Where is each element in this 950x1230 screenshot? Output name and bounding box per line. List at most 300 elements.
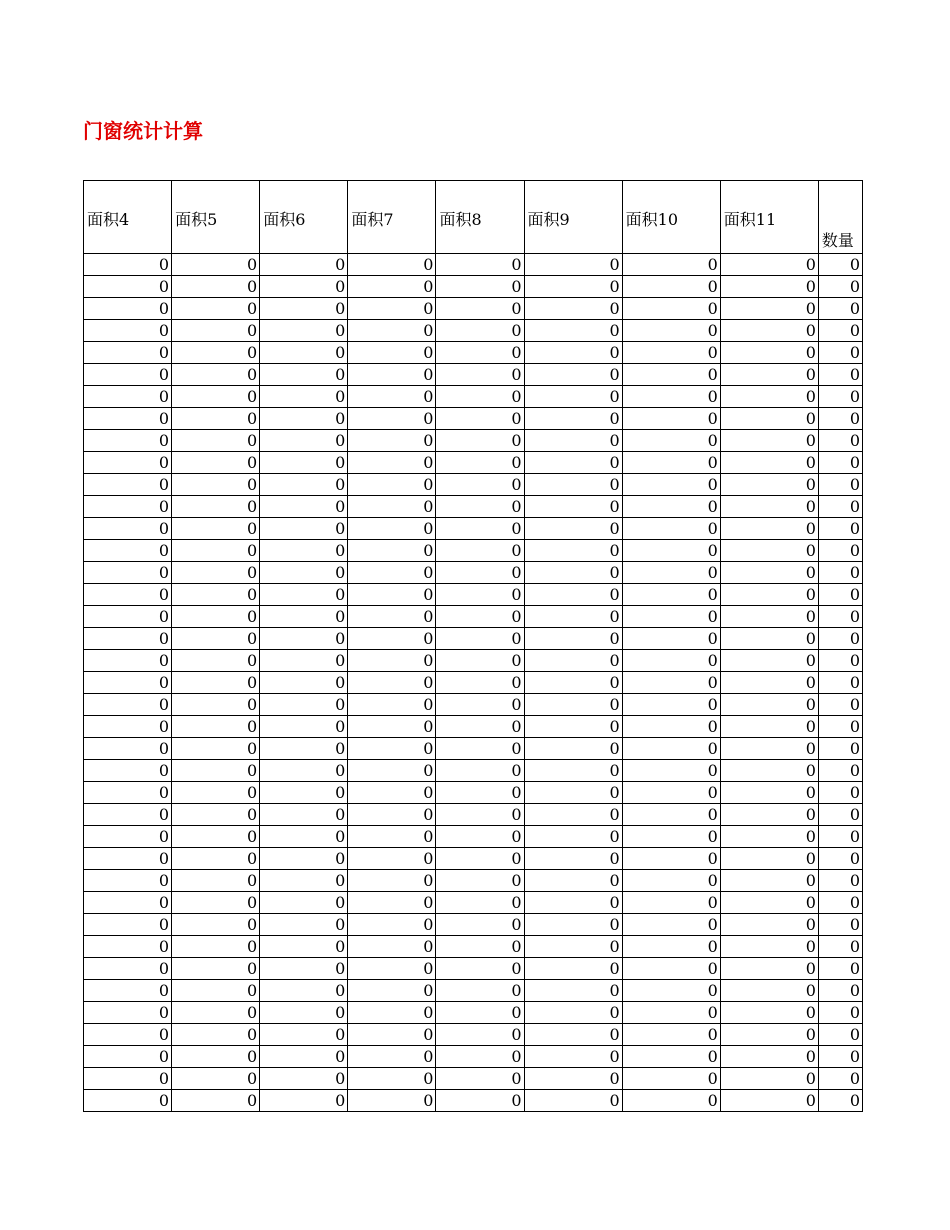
table-cell: 0 (524, 650, 622, 672)
table-row (84, 782, 863, 804)
table-cell: 0 (524, 804, 622, 826)
table-cell: 0 (84, 1002, 172, 1024)
table-cell: 0 (260, 320, 348, 342)
table-cell: 0 (818, 1046, 862, 1068)
table-cell: 0 (84, 826, 172, 848)
header-area-6: 面积6 (260, 181, 348, 254)
table-row (84, 1002, 863, 1024)
table-cell: 0 (348, 782, 436, 804)
table-cell: 0 (348, 298, 436, 320)
table-cell: 0 (818, 320, 862, 342)
table-cell: 0 (622, 562, 720, 584)
table-cell: 0 (818, 1068, 862, 1090)
table-cell: 0 (436, 1024, 524, 1046)
table-cell: 0 (84, 320, 172, 342)
table-row (84, 320, 863, 342)
table-cell: 0 (84, 386, 172, 408)
table-cell: 0 (172, 672, 260, 694)
table-row (84, 694, 863, 716)
table-cell: 0 (720, 1090, 818, 1112)
table-cell: 0 (172, 518, 260, 540)
table-cell: 0 (818, 826, 862, 848)
table-cell: 0 (260, 826, 348, 848)
table-cell: 0 (172, 364, 260, 386)
table-cell: 0 (348, 606, 436, 628)
table-cell: 0 (172, 540, 260, 562)
table-cell: 0 (524, 936, 622, 958)
table-cell: 0 (348, 870, 436, 892)
table-cell: 0 (260, 540, 348, 562)
table-cell: 0 (84, 452, 172, 474)
table-cell: 0 (524, 430, 622, 452)
table-cell: 0 (84, 650, 172, 672)
table-cell: 0 (348, 1024, 436, 1046)
table-cell: 0 (260, 628, 348, 650)
table-cell: 0 (720, 980, 818, 1002)
table-cell: 0 (348, 848, 436, 870)
table-cell: 0 (348, 386, 436, 408)
table-row (84, 518, 863, 540)
table-cell: 0 (84, 694, 172, 716)
table-cell: 0 (84, 254, 172, 276)
table-cell: 0 (524, 958, 622, 980)
table-cell: 0 (720, 254, 818, 276)
table-cell: 0 (524, 496, 622, 518)
table-row (84, 650, 863, 672)
table-cell: 0 (524, 760, 622, 782)
table-cell: 0 (622, 892, 720, 914)
table-cell: 0 (622, 1002, 720, 1024)
table-cell: 0 (84, 540, 172, 562)
table-cell: 0 (172, 320, 260, 342)
table-cell: 0 (436, 1002, 524, 1024)
table-cell: 0 (622, 672, 720, 694)
table-cell: 0 (260, 1090, 348, 1112)
table-cell: 0 (622, 606, 720, 628)
table-row (84, 254, 863, 276)
table-cell: 0 (622, 980, 720, 1002)
table-cell: 0 (84, 628, 172, 650)
table-cell: 0 (260, 342, 348, 364)
table-row (84, 430, 863, 452)
table-cell: 0 (84, 496, 172, 518)
table-cell: 0 (260, 1068, 348, 1090)
header-area-7: 面积7 (348, 181, 436, 254)
table-cell: 0 (720, 738, 818, 760)
table-cell: 0 (348, 980, 436, 1002)
table-cell: 0 (818, 760, 862, 782)
table-cell: 0 (260, 936, 348, 958)
table-cell: 0 (622, 298, 720, 320)
table-cell: 0 (436, 452, 524, 474)
table-cell: 0 (818, 782, 862, 804)
table-cell: 0 (260, 584, 348, 606)
table-cell: 0 (84, 672, 172, 694)
table-row (84, 1024, 863, 1046)
table-cell: 0 (172, 452, 260, 474)
table-cell: 0 (818, 254, 862, 276)
table-cell: 0 (818, 276, 862, 298)
table-cell: 0 (720, 320, 818, 342)
table-cell: 0 (84, 364, 172, 386)
table-cell: 0 (818, 584, 862, 606)
table-row (84, 474, 863, 496)
table-cell: 0 (348, 650, 436, 672)
table-cell: 0 (818, 1090, 862, 1112)
table-cell: 0 (348, 474, 436, 496)
table-cell: 0 (84, 782, 172, 804)
table-cell: 0 (436, 672, 524, 694)
table-row (84, 848, 863, 870)
header-row (84, 181, 863, 254)
table-cell: 0 (436, 870, 524, 892)
table-cell: 0 (818, 628, 862, 650)
table-cell: 0 (622, 1068, 720, 1090)
table-cell: 0 (348, 1068, 436, 1090)
table-row (84, 1046, 863, 1068)
table-cell: 0 (622, 804, 720, 826)
table-cell: 0 (524, 474, 622, 496)
table-cell: 0 (172, 870, 260, 892)
table-cell: 0 (720, 1002, 818, 1024)
table-cell: 0 (172, 1024, 260, 1046)
table-row (84, 628, 863, 650)
table-row (84, 364, 863, 386)
table-cell: 0 (84, 760, 172, 782)
table-cell: 0 (622, 760, 720, 782)
table-cell: 0 (622, 826, 720, 848)
page-title: 门窗统计计算 (83, 119, 203, 143)
table-cell: 0 (260, 716, 348, 738)
table-cell: 0 (84, 518, 172, 540)
table-cell: 0 (260, 650, 348, 672)
table-cell: 0 (524, 386, 622, 408)
table-cell: 0 (436, 782, 524, 804)
table-cell: 0 (720, 496, 818, 518)
table-cell: 0 (172, 914, 260, 936)
table-cell: 0 (622, 254, 720, 276)
table-cell: 0 (436, 606, 524, 628)
table-cell: 0 (524, 826, 622, 848)
table-cell: 0 (348, 320, 436, 342)
table-row (84, 1090, 863, 1112)
table-cell: 0 (260, 474, 348, 496)
table-cell: 0 (172, 782, 260, 804)
table-cell: 0 (622, 914, 720, 936)
table-cell: 0 (260, 782, 348, 804)
table-cell: 0 (720, 760, 818, 782)
table-cell: 0 (720, 452, 818, 474)
table-cell: 0 (260, 254, 348, 276)
table-cell: 0 (720, 936, 818, 958)
table-cell: 0 (622, 342, 720, 364)
table-cell: 0 (524, 1002, 622, 1024)
table-cell: 0 (524, 870, 622, 892)
table-cell: 0 (818, 980, 862, 1002)
table-cell: 0 (172, 760, 260, 782)
table-cell: 0 (622, 430, 720, 452)
table-cell: 0 (436, 914, 524, 936)
table-cell: 0 (818, 672, 862, 694)
table-cell: 0 (436, 1090, 524, 1112)
table-cell: 0 (348, 408, 436, 430)
table-cell: 0 (436, 298, 524, 320)
table-cell: 0 (720, 1046, 818, 1068)
table-cell: 0 (524, 584, 622, 606)
table-cell: 0 (622, 650, 720, 672)
table-cell: 0 (260, 892, 348, 914)
table-cell: 0 (172, 716, 260, 738)
table-cell: 0 (260, 694, 348, 716)
table-cell: 0 (720, 650, 818, 672)
table-cell: 0 (172, 584, 260, 606)
table-cell: 0 (622, 364, 720, 386)
table-cell: 0 (260, 958, 348, 980)
table-cell: 0 (436, 892, 524, 914)
table-cell: 0 (172, 606, 260, 628)
table-row (84, 386, 863, 408)
table-cell: 0 (720, 958, 818, 980)
table-cell: 0 (720, 584, 818, 606)
table-row (84, 716, 863, 738)
table-cell: 0 (818, 386, 862, 408)
header-area-10: 面积10 (622, 181, 720, 254)
table-cell: 0 (84, 1090, 172, 1112)
table-cell: 0 (172, 848, 260, 870)
table-cell: 0 (524, 518, 622, 540)
table-cell: 0 (84, 716, 172, 738)
table-cell: 0 (720, 430, 818, 452)
table-cell: 0 (622, 1090, 720, 1112)
table-cell: 0 (260, 408, 348, 430)
table-cell: 0 (260, 364, 348, 386)
table-cell: 0 (348, 452, 436, 474)
table-cell: 0 (524, 1068, 622, 1090)
table-cell: 0 (622, 848, 720, 870)
table-row (84, 870, 863, 892)
table-cell: 0 (172, 1046, 260, 1068)
table-cell: 0 (524, 892, 622, 914)
table-row (84, 892, 863, 914)
table-cell: 0 (84, 738, 172, 760)
table-body (84, 254, 863, 1112)
table-row (84, 672, 863, 694)
table-cell: 0 (260, 562, 348, 584)
table-cell: 0 (622, 628, 720, 650)
table-cell: 0 (720, 298, 818, 320)
table-cell: 0 (260, 1046, 348, 1068)
table-cell: 0 (720, 914, 818, 936)
table-cell: 0 (172, 1090, 260, 1112)
table-cell: 0 (260, 760, 348, 782)
table-cell: 0 (622, 518, 720, 540)
table-cell: 0 (84, 298, 172, 320)
table-cell: 0 (348, 1002, 436, 1024)
table-cell: 0 (348, 892, 436, 914)
table-cell: 0 (720, 892, 818, 914)
table-cell: 0 (172, 628, 260, 650)
table-cell: 0 (260, 672, 348, 694)
table-cell: 0 (818, 936, 862, 958)
table-cell: 0 (436, 342, 524, 364)
table-cell: 0 (348, 804, 436, 826)
table-cell: 0 (818, 342, 862, 364)
table-cell: 0 (436, 1046, 524, 1068)
table-cell: 0 (84, 870, 172, 892)
table-cell: 0 (818, 452, 862, 474)
table-cell: 0 (436, 760, 524, 782)
table-cell: 0 (84, 848, 172, 870)
table-cell: 0 (260, 430, 348, 452)
table-cell: 0 (720, 606, 818, 628)
table-cell: 0 (348, 430, 436, 452)
table-row (84, 760, 863, 782)
table-cell: 0 (172, 496, 260, 518)
table-cell: 0 (436, 826, 524, 848)
table-cell: 0 (720, 826, 818, 848)
table-cell: 0 (348, 496, 436, 518)
table-cell: 0 (260, 386, 348, 408)
table-cell: 0 (818, 562, 862, 584)
table-cell: 0 (348, 738, 436, 760)
table-cell: 0 (436, 408, 524, 430)
table-cell: 0 (436, 540, 524, 562)
table-cell: 0 (172, 738, 260, 760)
table-cell: 0 (818, 298, 862, 320)
table-cell: 0 (260, 1002, 348, 1024)
table-cell: 0 (348, 584, 436, 606)
table-cell: 0 (720, 342, 818, 364)
table-cell: 0 (524, 1046, 622, 1068)
table-cell: 0 (348, 914, 436, 936)
table-row (84, 980, 863, 1002)
table-cell: 0 (524, 1090, 622, 1112)
table-cell: 0 (84, 342, 172, 364)
table-cell: 0 (84, 1046, 172, 1068)
table-cell: 0 (348, 562, 436, 584)
table-cell: 0 (84, 276, 172, 298)
table-cell: 0 (436, 694, 524, 716)
table-cell: 0 (84, 430, 172, 452)
table-cell: 0 (436, 254, 524, 276)
table-cell: 0 (436, 518, 524, 540)
table-cell: 0 (436, 980, 524, 1002)
table-cell: 0 (720, 408, 818, 430)
table-cell: 0 (524, 408, 622, 430)
table-cell: 0 (720, 562, 818, 584)
header-area-9: 面积9 (524, 181, 622, 254)
table-cell: 0 (818, 716, 862, 738)
table-cell: 0 (84, 562, 172, 584)
table-row (84, 276, 863, 298)
table-cell: 0 (622, 870, 720, 892)
table-cell: 0 (622, 474, 720, 496)
table-cell: 0 (436, 276, 524, 298)
header-area-8: 面积8 (436, 181, 524, 254)
table-cell: 0 (622, 1046, 720, 1068)
table-cell: 0 (622, 320, 720, 342)
table-cell: 0 (818, 1024, 862, 1046)
table-cell: 0 (622, 738, 720, 760)
table-cell: 0 (720, 474, 818, 496)
table-cell: 0 (720, 518, 818, 540)
table-row (84, 958, 863, 980)
table-row (84, 1068, 863, 1090)
table-cell: 0 (436, 320, 524, 342)
table-cell: 0 (818, 848, 862, 870)
table-cell: 0 (818, 870, 862, 892)
table-cell: 0 (818, 738, 862, 760)
table-cell: 0 (622, 1024, 720, 1046)
table-cell: 0 (172, 650, 260, 672)
table-cell: 0 (436, 1068, 524, 1090)
table-cell: 0 (524, 628, 622, 650)
table-row (84, 452, 863, 474)
table-cell: 0 (818, 958, 862, 980)
table-cell: 0 (84, 980, 172, 1002)
table-cell: 0 (260, 606, 348, 628)
table-cell: 0 (348, 716, 436, 738)
table-row (84, 738, 863, 760)
table-row (84, 804, 863, 826)
table-cell: 0 (622, 716, 720, 738)
table-cell: 0 (260, 914, 348, 936)
table-cell: 0 (348, 826, 436, 848)
table-cell: 0 (348, 672, 436, 694)
table-cell: 0 (260, 848, 348, 870)
header-area-5: 面积5 (172, 181, 260, 254)
table-cell: 0 (818, 804, 862, 826)
table-cell: 0 (260, 496, 348, 518)
table-cell: 0 (524, 320, 622, 342)
table-cell: 0 (84, 892, 172, 914)
table-cell: 0 (720, 276, 818, 298)
table-cell: 0 (436, 474, 524, 496)
table-cell: 0 (84, 936, 172, 958)
table-cell: 0 (524, 738, 622, 760)
table-cell: 0 (622, 782, 720, 804)
table-cell: 0 (172, 254, 260, 276)
table-cell: 0 (84, 606, 172, 628)
table-cell: 0 (436, 738, 524, 760)
table-cell: 0 (720, 386, 818, 408)
table-cell: 0 (172, 694, 260, 716)
table-cell: 0 (436, 804, 524, 826)
table-cell: 0 (172, 804, 260, 826)
table-cell: 0 (260, 980, 348, 1002)
table-cell: 0 (348, 694, 436, 716)
table-cell: 0 (84, 958, 172, 980)
table-cell: 0 (260, 298, 348, 320)
table-cell: 0 (436, 386, 524, 408)
table-cell: 0 (524, 452, 622, 474)
table-cell: 0 (818, 650, 862, 672)
table-cell: 0 (524, 298, 622, 320)
window-door-table (83, 180, 863, 1112)
table-cell: 0 (622, 386, 720, 408)
table-cell: 0 (524, 980, 622, 1002)
table-cell: 0 (436, 628, 524, 650)
table-cell: 0 (436, 716, 524, 738)
table-cell: 0 (622, 452, 720, 474)
table-cell: 0 (720, 628, 818, 650)
table-cell: 0 (524, 1024, 622, 1046)
table-cell: 0 (720, 364, 818, 386)
table-cell: 0 (84, 1068, 172, 1090)
table-cell: 0 (818, 408, 862, 430)
table-cell: 0 (348, 1046, 436, 1068)
table-cell: 0 (84, 914, 172, 936)
